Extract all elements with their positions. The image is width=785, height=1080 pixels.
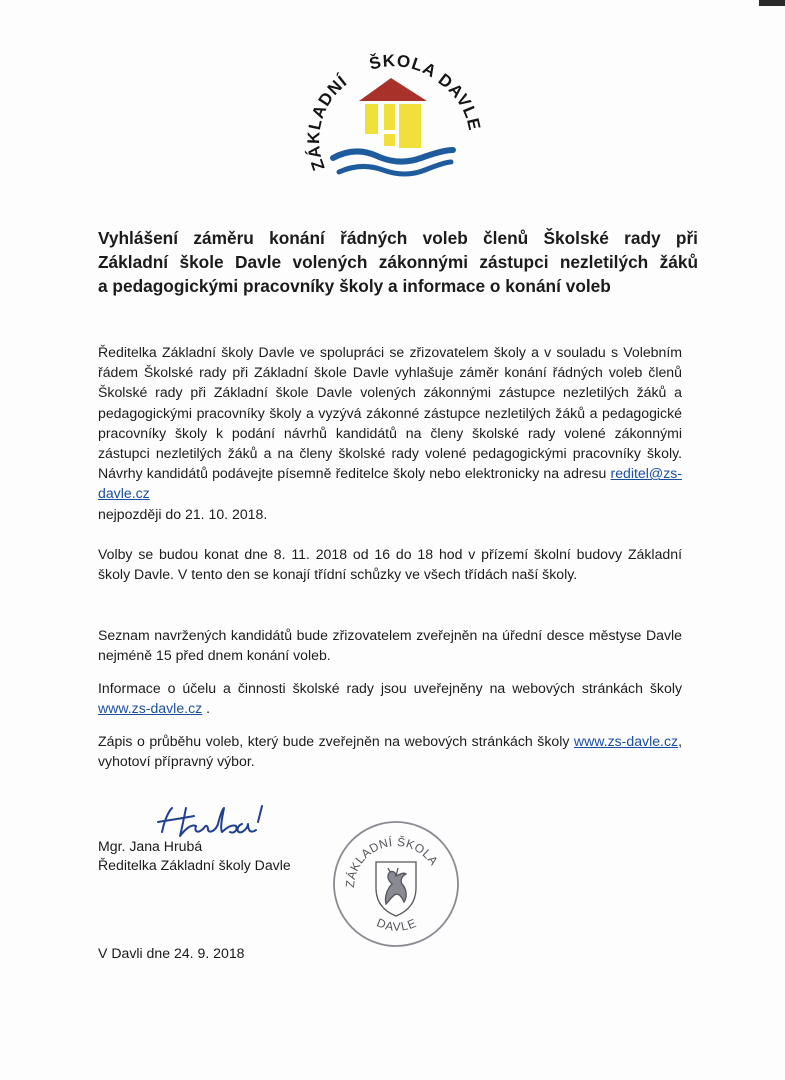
paragraph-text: , vyhotoví přípravný výbor. [98,733,682,770]
paragraph-text: nejpozději do 21. 10. 2018. [98,505,268,522]
paragraph-text: Informace o účelu a činnosti školské rady jsou uveřejněny na webových stránkách školy [98,680,682,696]
paragraph-text: Ředitelka Základní školy Davle ve spolupráci se zřizovatelem školy a v souladu s Volebním řádem Školské rady při Základní škole Davle vyhlašuje záměr konání řádných voleb členů Školské rady při Základní škole Davle volených zákonnými zástupce nezletilých žáků a pedagogickými pracovníky školy a vyzývá zákonné zástupce nezletilých žáků a pedagogické pracovníky školy k podání návrhů kandidátů na členy školské rady volené zákonnými zástupci nezletilých žáků a na členy školské rady volené pedagogickými pracovníky školy. Návrhy kandidátů podávejte písemně ředitelce školy nebo elektronicky na adresu [98,344,682,482]
logo-house-block [384,134,395,146]
email-link[interactable]: reditel@zs-davle.cz [98,465,682,502]
stamp-text-bottom: DAVLE [374,915,419,934]
logo-house-block [365,104,378,134]
website-link[interactable]: www.zs-davle.cz [573,733,679,749]
document-title [98,226,698,298]
school-logo [285,40,495,190]
logo-wave [333,150,453,162]
logo-house-block [399,104,421,148]
signer-name: Mgr. Jana Hrubá [98,838,203,854]
school-stamp [330,818,462,950]
handwritten-signature [150,802,280,842]
paragraph-text: Zápis o průběhu voleb, který bude zveřejněn na webových stránkách školy [98,733,574,749]
paragraph-election-record [98,731,682,771]
title-line: Vyhlášení záměru konání řádných voleb členů Školské rady při [98,228,698,248]
coat-of-arms-icon [376,862,416,916]
scan-edge-mark [759,0,785,6]
paragraph-council-info [98,678,682,718]
signer-block [98,837,291,875]
paragraph-announcement [98,342,682,524]
signer-role: Ředitelka Základní školy Davle [98,857,291,873]
paragraph-election-date: Volby se budou konat dne 8. 11. 2018 od 16 do 18 hod v přízemí školní budovy Základní školy Davle. V tento den se konají třídní schůzky ve všech třídách naší školy. [98,546,682,583]
paragraph-candidates-list: Seznam navržených kandidátů bude zřizovatelem zveřejněn na úřední desce městyse Davle nejméně 15 před dnem konání voleb. [98,627,682,664]
logo-roof [359,78,427,101]
paragraph-text: . [202,700,211,717]
website-link[interactable]: www.zs-davle.cz [98,700,203,717]
logo-house-block [384,104,395,130]
title-line: Základní škole Davle volených zákonnými zástupci nezletilých žáků [98,252,698,272]
logo-text-top: ŠKOLA [367,51,441,82]
title-line: a pedagogickými pracovníky školy a informace o konání voleb [98,276,611,296]
logo-text-left: ZÁKLADNÍ [304,71,351,174]
stamp-text-top: ZÁKLADNÍ ŠKOLA [342,834,442,889]
logo-text-right: DAVLE [434,69,485,133]
document-date: V Davli dne 24. 9. 2018 [98,945,245,961]
